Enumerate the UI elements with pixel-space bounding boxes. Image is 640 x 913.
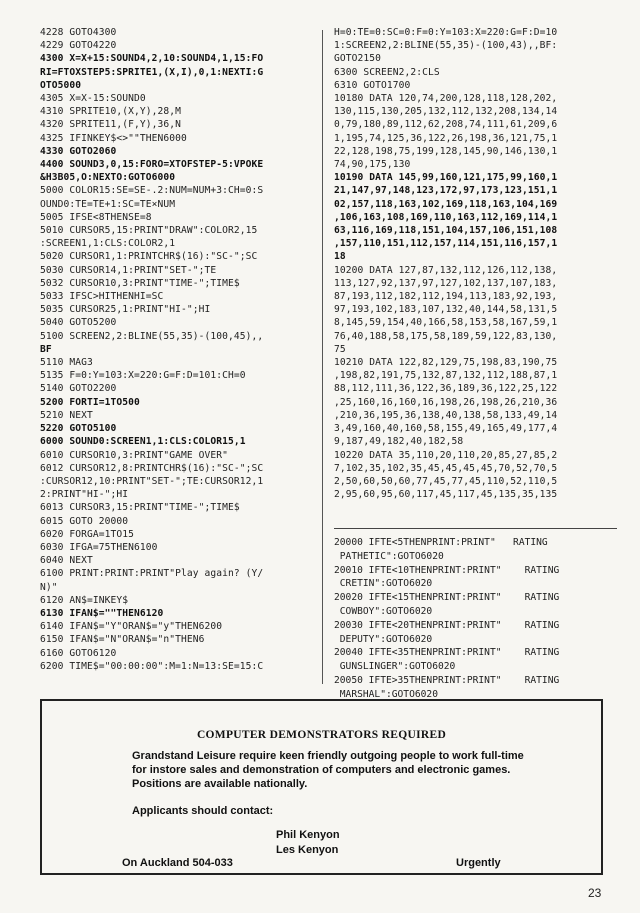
code-line: 6015 GOTO 20000 <box>40 515 129 527</box>
code-line: 4310 SPRITE10,(X,Y),28,M <box>40 106 182 118</box>
code-line: GUNSLINGER":GOTO6020 <box>334 661 456 673</box>
ad-contact-name-1: Phil Kenyon <box>276 829 340 841</box>
advertisement-box <box>40 699 603 875</box>
code-line: 6040 NEXT <box>40 555 93 567</box>
code-line: 0,79,180,89,112,62,208,74,111,61,209,6 <box>334 119 558 131</box>
code-line: 6150 IFAN$="N"ORAN$="n"THEN6 <box>40 634 205 646</box>
code-line: 4400 SOUND3,0,15:FORO=XTOFSTEP-5:VPOKE <box>40 159 264 171</box>
code-line: 6012 CURSOR12,8:PRINTCHR$(16):"SC-";SC <box>40 462 264 474</box>
code-line: 2,50,60,50,60,77,45,77,45,110,52,110,5 <box>334 475 558 487</box>
code-line: 2:PRINT"HI-";HI <box>40 489 129 501</box>
code-line: 4305 X=X-15:SOUND0 <box>40 93 146 105</box>
code-line: 5100 SCREEN2,2:BLINE(55,35)-(100,45),, <box>40 330 264 342</box>
code-line: 5010 CURSOR5,15:PRINT"DRAW":COLOR2,15 <box>40 225 258 237</box>
code-line: COWBOY":GOTO6020 <box>334 605 433 617</box>
code-line: CRETIN":GOTO6020 <box>334 578 433 590</box>
code-line: 5110 MAG3 <box>40 357 93 369</box>
code-line: 22,128,198,75,199,128,145,90,146,130,1 <box>334 145 558 157</box>
code-line: 6130 IFAN$=""THEN6120 <box>40 607 164 619</box>
code-line: 6300 SCREEN2,2:CLS <box>334 66 440 78</box>
code-line: 6010 CURSOR10,3:PRINT"GAME OVER" <box>40 449 229 461</box>
code-line: BF <box>40 343 52 355</box>
code-line: OTO5000 <box>40 79 82 91</box>
code-line: 6100 PRINT:PRINT:PRINT"Play again? (Y/ <box>40 568 264 580</box>
code-line: N)" <box>40 581 58 593</box>
code-line: 97,193,102,183,107,132,40,144,58,131,5 <box>334 304 558 316</box>
code-line: 76,40,188,58,175,58,189,59,122,83,130, <box>334 330 558 342</box>
code-line: 130,115,130,205,132,112,132,208,134,14 <box>334 106 558 118</box>
code-line: 10200 DATA 127,87,132,112,126,112,138, <box>334 264 558 276</box>
code-line: 6030 IFGA=75THEN6100 <box>40 541 158 553</box>
code-line: 87,193,112,182,112,194,113,183,92,193, <box>334 291 558 303</box>
code-line: 7,102,35,102,35,45,45,45,45,70,52,70,5 <box>334 462 558 474</box>
ad-contact-name-2: Les Kenyon <box>276 844 339 856</box>
code-line: H=0:TE=0:SC=0:F=0:Y=103:X=220:G=F:D=10 <box>334 27 558 38</box>
code-line: 5030 CURSOR14,1:PRINT"SET-";TE <box>40 264 217 276</box>
code-line: MARSHAL":GOTO6020 <box>334 688 438 700</box>
code-line: 6013 CURSOR3,15:PRINT"TIME-";TIME$ <box>40 502 240 514</box>
code-line: 5200 FORTI=1TO500 <box>40 396 140 408</box>
code-column-right-rating <box>334 536 617 702</box>
code-line: 4300 X=X+15:SOUND4,2,10:SOUND4,1,15:FO <box>40 53 264 65</box>
code-line: ,210,36,195,36,138,40,138,58,133,49,14 <box>334 409 558 421</box>
code-line: 20040 IFTE<35THENPRINT:PRINT" RATING <box>334 647 560 659</box>
code-line: 6140 IFAN$="Y"ORAN$="y"THEN6200 <box>40 621 223 633</box>
code-column-left <box>40 26 310 673</box>
code-line: RI=FTOXSTEP5:SPRITE1,(X,I),0,1:NEXTI:G <box>40 66 264 78</box>
code-line: 20020 IFTE<15THENPRINT:PRINT" RATING <box>334 592 560 604</box>
right-column-rule <box>334 528 617 529</box>
code-line: 10210 DATA 122,82,129,75,198,83,190,75 <box>334 357 558 369</box>
code-line: 1,195,74,125,36,122,26,198,36,121,75,1 <box>334 132 558 144</box>
code-line: :SCREEN1,1:CLS:COLOR2,1 <box>40 238 176 250</box>
code-line: PATHETIC":GOTO6020 <box>334 550 444 562</box>
code-line: 8,145,59,154,40,166,58,153,58,167,59,1 <box>334 317 558 329</box>
code-line: 5135 F=0:Y=103:X=220:G=F:D=101:CH=0 <box>40 370 246 382</box>
code-line: &H3B05,O:NEXTO:GOTO6000 <box>40 172 176 184</box>
code-line: 9,187,49,182,40,182,58 <box>334 436 464 448</box>
code-line: 113,127,92,137,97,127,102,137,107,183, <box>334 277 558 289</box>
code-line: ,198,82,191,75,132,87,132,112,188,87,1 <box>334 370 558 382</box>
code-line: 4320 SPRITE11,(F,Y),36,N <box>40 119 182 131</box>
code-line: 18 <box>334 251 346 263</box>
page-number: 23 <box>588 886 602 900</box>
code-column-right <box>334 26 617 501</box>
code-line: 5000 COLOR15:SE=SE-.2:NUM=NUM+3:CH=0:S <box>40 185 264 197</box>
code-line: ,157,110,151,112,157,114,151,116,157,1 <box>334 238 558 250</box>
code-line: 10220 DATA 35,110,20,110,20,85,27,85,2 <box>334 449 558 461</box>
code-line: 88,112,111,36,122,36,189,36,122,25,122 <box>334 383 558 395</box>
column-divider <box>322 30 323 684</box>
code-line: 63,116,169,118,151,104,157,106,151,108 <box>334 225 558 237</box>
ad-urgent: Urgently <box>456 857 501 869</box>
code-line: 4330 GOTO2060 <box>40 145 117 157</box>
code-line: 10180 DATA 120,74,200,128,118,128,202, <box>334 93 558 105</box>
code-line: GOTO2150 <box>334 53 382 65</box>
code-line: 75 <box>334 343 346 355</box>
code-line: 3,49,160,40,160,58,155,49,165,49,177,4 <box>334 423 558 435</box>
code-line: 5210 NEXT <box>40 409 93 421</box>
ad-phone: On Auckland 504-033 <box>122 857 233 869</box>
code-line: :CURSOR12,10:PRINT"SET-";TE:CURSOR12,1 <box>40 475 264 487</box>
code-line: 21,147,97,148,123,172,97,173,123,151,1 <box>334 185 558 197</box>
code-line: 4229 GOTO4220 <box>40 40 117 52</box>
code-line: 6020 FORGA=1TO15 <box>40 528 135 540</box>
code-line: OUND0:TE=TE+1:SC=TE×NUM <box>40 198 176 210</box>
code-line: 5020 CURSOR1,1:PRINTCHR$(16):"SC-";SC <box>40 251 258 263</box>
code-line: 5140 GOTO2200 <box>40 383 117 395</box>
code-line: 20030 IFTE<20THENPRINT:PRINT" RATING <box>334 619 560 631</box>
code-line: 02,157,118,163,102,169,118,163,104,169 <box>334 198 558 210</box>
code-line: 5035 CURSOR25,1:PRINT"HI-";HI <box>40 304 211 316</box>
code-line: 20010 IFTE<10THENPRINT:PRINT" RATING <box>334 564 560 576</box>
code-line: 6200 TIME$="00:00:00":M=1:N=13:SE=15:C <box>40 660 264 672</box>
code-line: 5005 IFSE<8THENSE=8 <box>40 211 152 223</box>
code-line: 6120 AN$=INKEY$ <box>40 594 129 606</box>
ad-contact-label: Applicants should contact: <box>132 805 274 817</box>
code-line: 2,95,60,95,60,117,45,117,45,135,35,135 <box>334 489 558 501</box>
code-line: 10190 DATA 145,99,160,121,175,99,160,1 <box>334 172 558 184</box>
code-line: 1:SCREEN2,2:BLINE(55,35)-(100,43),,BF: <box>334 40 558 52</box>
code-line: 5033 IFSC>HITHENHI=SC <box>40 291 164 303</box>
code-line: 5032 CURSOR10,3:PRINT"TIME-";TIME$ <box>40 277 240 289</box>
code-line: 6310 GOTO1700 <box>334 79 411 91</box>
code-line: ,25,160,16,160,16,198,26,198,26,210,36 <box>334 396 558 408</box>
ad-body: Grandstand Leisure require keen friendly outgoing people to work full-time for instore sales and demonstration of computers and electronic games. Positions are available nationally. <box>132 750 524 790</box>
code-line: DEPUTY":GOTO6020 <box>334 633 433 645</box>
code-line: 20050 IFTE>35THENPRINT:PRINT" RATING <box>334 674 560 686</box>
code-line: 5040 GOTO5200 <box>40 317 117 329</box>
code-line: 74,90,175,130 <box>334 159 411 171</box>
code-line: 5220 GOTO5100 <box>40 423 117 435</box>
code-line: 4228 GOTO4300 <box>40 27 117 38</box>
ad-title: COMPUTER DEMONSTRATORS REQUIRED <box>196 729 447 741</box>
code-line: 4325 IFINKEY$<>""THEN6000 <box>40 132 187 144</box>
code-line: 20000 IFTE<5THENPRINT:PRINT" RATING <box>334 537 548 548</box>
code-line: 6000 SOUND0:SCREEN1,1:CLS:COLOR15,1 <box>40 436 246 448</box>
code-line: 6160 GOTO6120 <box>40 647 117 659</box>
code-line: ,106,163,108,169,110,163,112,169,114,1 <box>334 211 558 223</box>
